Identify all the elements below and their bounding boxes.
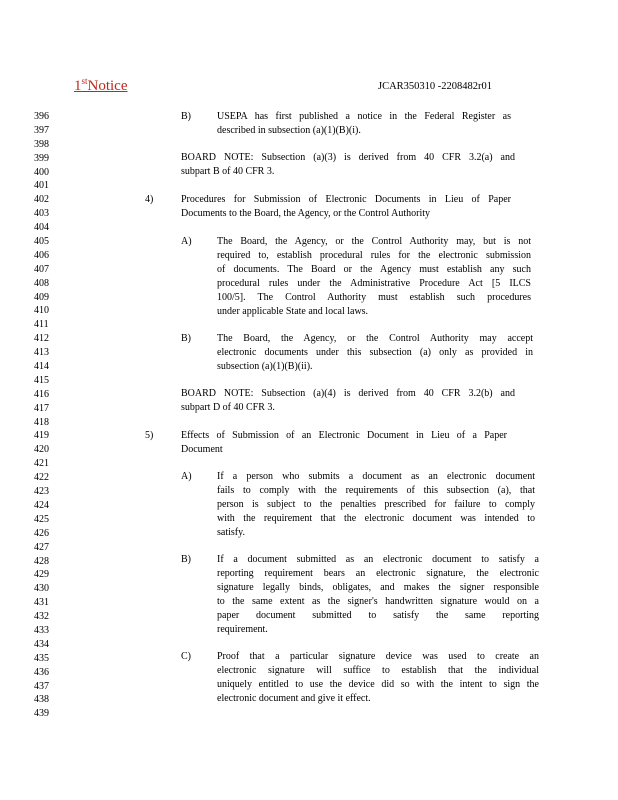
- text-line: BOARD NOTE: Subsection (a)(4) is derived from 40 CFR 3.2(b) and: [181, 388, 515, 399]
- notice-heading: 1stNotice: [74, 76, 128, 94]
- line-number: 416: [34, 388, 49, 400]
- text-line: to the same extent as the signer's handwritten signature would on a: [217, 595, 539, 607]
- text-line: with the requirement that the electronic document was intended to: [217, 512, 535, 524]
- line-number: 437: [34, 680, 49, 692]
- line-number: 421: [34, 458, 49, 470]
- line-number: 411: [34, 319, 49, 331]
- text-line: requirement.: [217, 623, 268, 635]
- text-line: If a document submitted as an electronic document to satisfy a: [217, 554, 539, 565]
- line-number: 408: [34, 277, 49, 289]
- text-line: fails to comply with the requirements of this subsection (a), that: [217, 484, 535, 496]
- section-label-5: 5): [145, 430, 154, 441]
- line-number: 399: [34, 152, 49, 164]
- line-number-column: [34, 110, 58, 721]
- line-number: 435: [34, 652, 49, 664]
- text-line: If a person who submits a document as an electronic document: [217, 471, 535, 482]
- line-number: 436: [34, 666, 49, 678]
- item-5b-text: [217, 553, 539, 636]
- line-number: 415: [34, 374, 49, 386]
- text-line: of documents. The Board or the Agency must establish any such: [217, 263, 531, 275]
- text-line: 100/5]. The Control Authority must establish such procedures: [217, 291, 531, 303]
- line-number: 407: [34, 263, 49, 275]
- line-number: 428: [34, 555, 49, 567]
- text-line: BOARD NOTE: Subsection (a)(3) is derived from 40 CFR 3.2(a) and: [181, 152, 515, 163]
- text-line: USEPA has first published a notice in the Federal Register as: [217, 111, 511, 122]
- text-line: signature legally binds, obligates, and makes the signer responsible: [217, 581, 539, 593]
- line-number: 406: [34, 249, 49, 261]
- line-number: 413: [34, 347, 49, 359]
- text-line: uniquely entitled to use the device did so with the intent to sign the: [217, 678, 539, 690]
- item-label-4b: B): [181, 333, 191, 344]
- text-line: The Board, the Agency, or the Control Authority may accept: [217, 333, 533, 344]
- text-line: under applicable State and local laws.: [217, 305, 369, 317]
- line-number: 429: [34, 569, 49, 581]
- line-number: 420: [34, 444, 49, 456]
- line-number: 432: [34, 611, 49, 623]
- text-line: Proof that a particular signature device was used to create an: [217, 651, 539, 662]
- line-number: 396: [34, 111, 49, 122]
- text-line: Effects of Submission of an Electronic Document in Lieu of a Paper: [181, 430, 507, 441]
- item-label-5c: C): [181, 651, 191, 662]
- text-line: electronic signature will suffice to establish that the individual: [217, 664, 539, 676]
- line-number: 412: [34, 333, 49, 345]
- item-b-text: [217, 110, 511, 138]
- section-4-heading: [181, 193, 511, 221]
- line-number: 431: [34, 597, 49, 609]
- line-number: 402: [34, 194, 49, 206]
- item-4a-text: [217, 235, 531, 318]
- text-line: Documents to the Board, the Agency, or the Control Authority: [181, 207, 431, 219]
- line-number: 438: [34, 694, 49, 706]
- item-5a-text: [217, 470, 535, 540]
- text-line: required to, establish procedural rules for the electronic submission: [217, 249, 531, 261]
- line-number: 397: [34, 124, 49, 136]
- line-number: 414: [34, 361, 49, 373]
- text-line: Procedures for Submission of Electronic Documents in Lieu of Paper: [181, 194, 511, 205]
- text-line: satisfy.: [217, 526, 245, 538]
- line-number: 434: [34, 638, 49, 650]
- text-line: subsection (a)(1)(B)(ii).: [217, 360, 313, 372]
- section-label-4: 4): [145, 194, 154, 205]
- text-line: electronic documents under this subsection (a) only as provided in: [217, 346, 533, 358]
- text-line: procedural rules under the Administrative Procedure Act [5 ILCS: [217, 277, 531, 289]
- board-note-a4: [181, 387, 515, 415]
- line-number: 422: [34, 472, 49, 484]
- line-number: 404: [34, 222, 49, 234]
- line-number: 398: [34, 138, 49, 150]
- text-line: The Board, the Agency, or the Control Authority may, but is not: [217, 236, 531, 247]
- text-line: Document: [181, 443, 223, 455]
- item-4b-text: [217, 332, 533, 374]
- line-number: 405: [34, 236, 49, 248]
- line-number: 433: [34, 624, 49, 636]
- line-number: 401: [34, 180, 49, 192]
- line-number: 419: [34, 430, 49, 442]
- line-number: 423: [34, 486, 49, 498]
- line-number: 424: [34, 499, 49, 511]
- text-line: subpart D of 40 CFR 3.: [181, 401, 275, 413]
- item-label-4a: A): [181, 236, 192, 247]
- item-5c-text: [217, 650, 539, 706]
- section-5-heading: [181, 429, 507, 457]
- text-line: electronic document and give it effect.: [217, 692, 371, 704]
- line-number: 409: [34, 291, 49, 303]
- text-line: reporting requirement bears an electronic signature, the electronic: [217, 567, 539, 579]
- board-note-a3: [181, 151, 515, 179]
- line-number: 403: [34, 208, 49, 220]
- line-number: 439: [34, 708, 49, 720]
- text-line: described in subsection (a)(1)(B)(i).: [217, 124, 361, 136]
- line-number: 425: [34, 513, 49, 525]
- line-number: 426: [34, 527, 49, 539]
- item-label-5b: B): [181, 554, 191, 565]
- document-id: JCAR350310 -2208482r01: [378, 81, 493, 92]
- text-line: person is subject to the penalties prescribed for failure to comply: [217, 498, 535, 510]
- line-number: 427: [34, 541, 49, 553]
- item-label-5a: A): [181, 471, 192, 482]
- line-number: 430: [34, 583, 49, 595]
- line-number: 400: [34, 166, 49, 178]
- line-number: 410: [34, 305, 49, 317]
- item-label-b: B): [181, 111, 191, 122]
- line-number: 417: [34, 402, 49, 414]
- text-line: paper document submitted to satisfy the same reporting: [217, 609, 539, 621]
- line-number: 418: [34, 416, 49, 428]
- text-line: subpart B of 40 CFR 3.: [181, 165, 275, 177]
